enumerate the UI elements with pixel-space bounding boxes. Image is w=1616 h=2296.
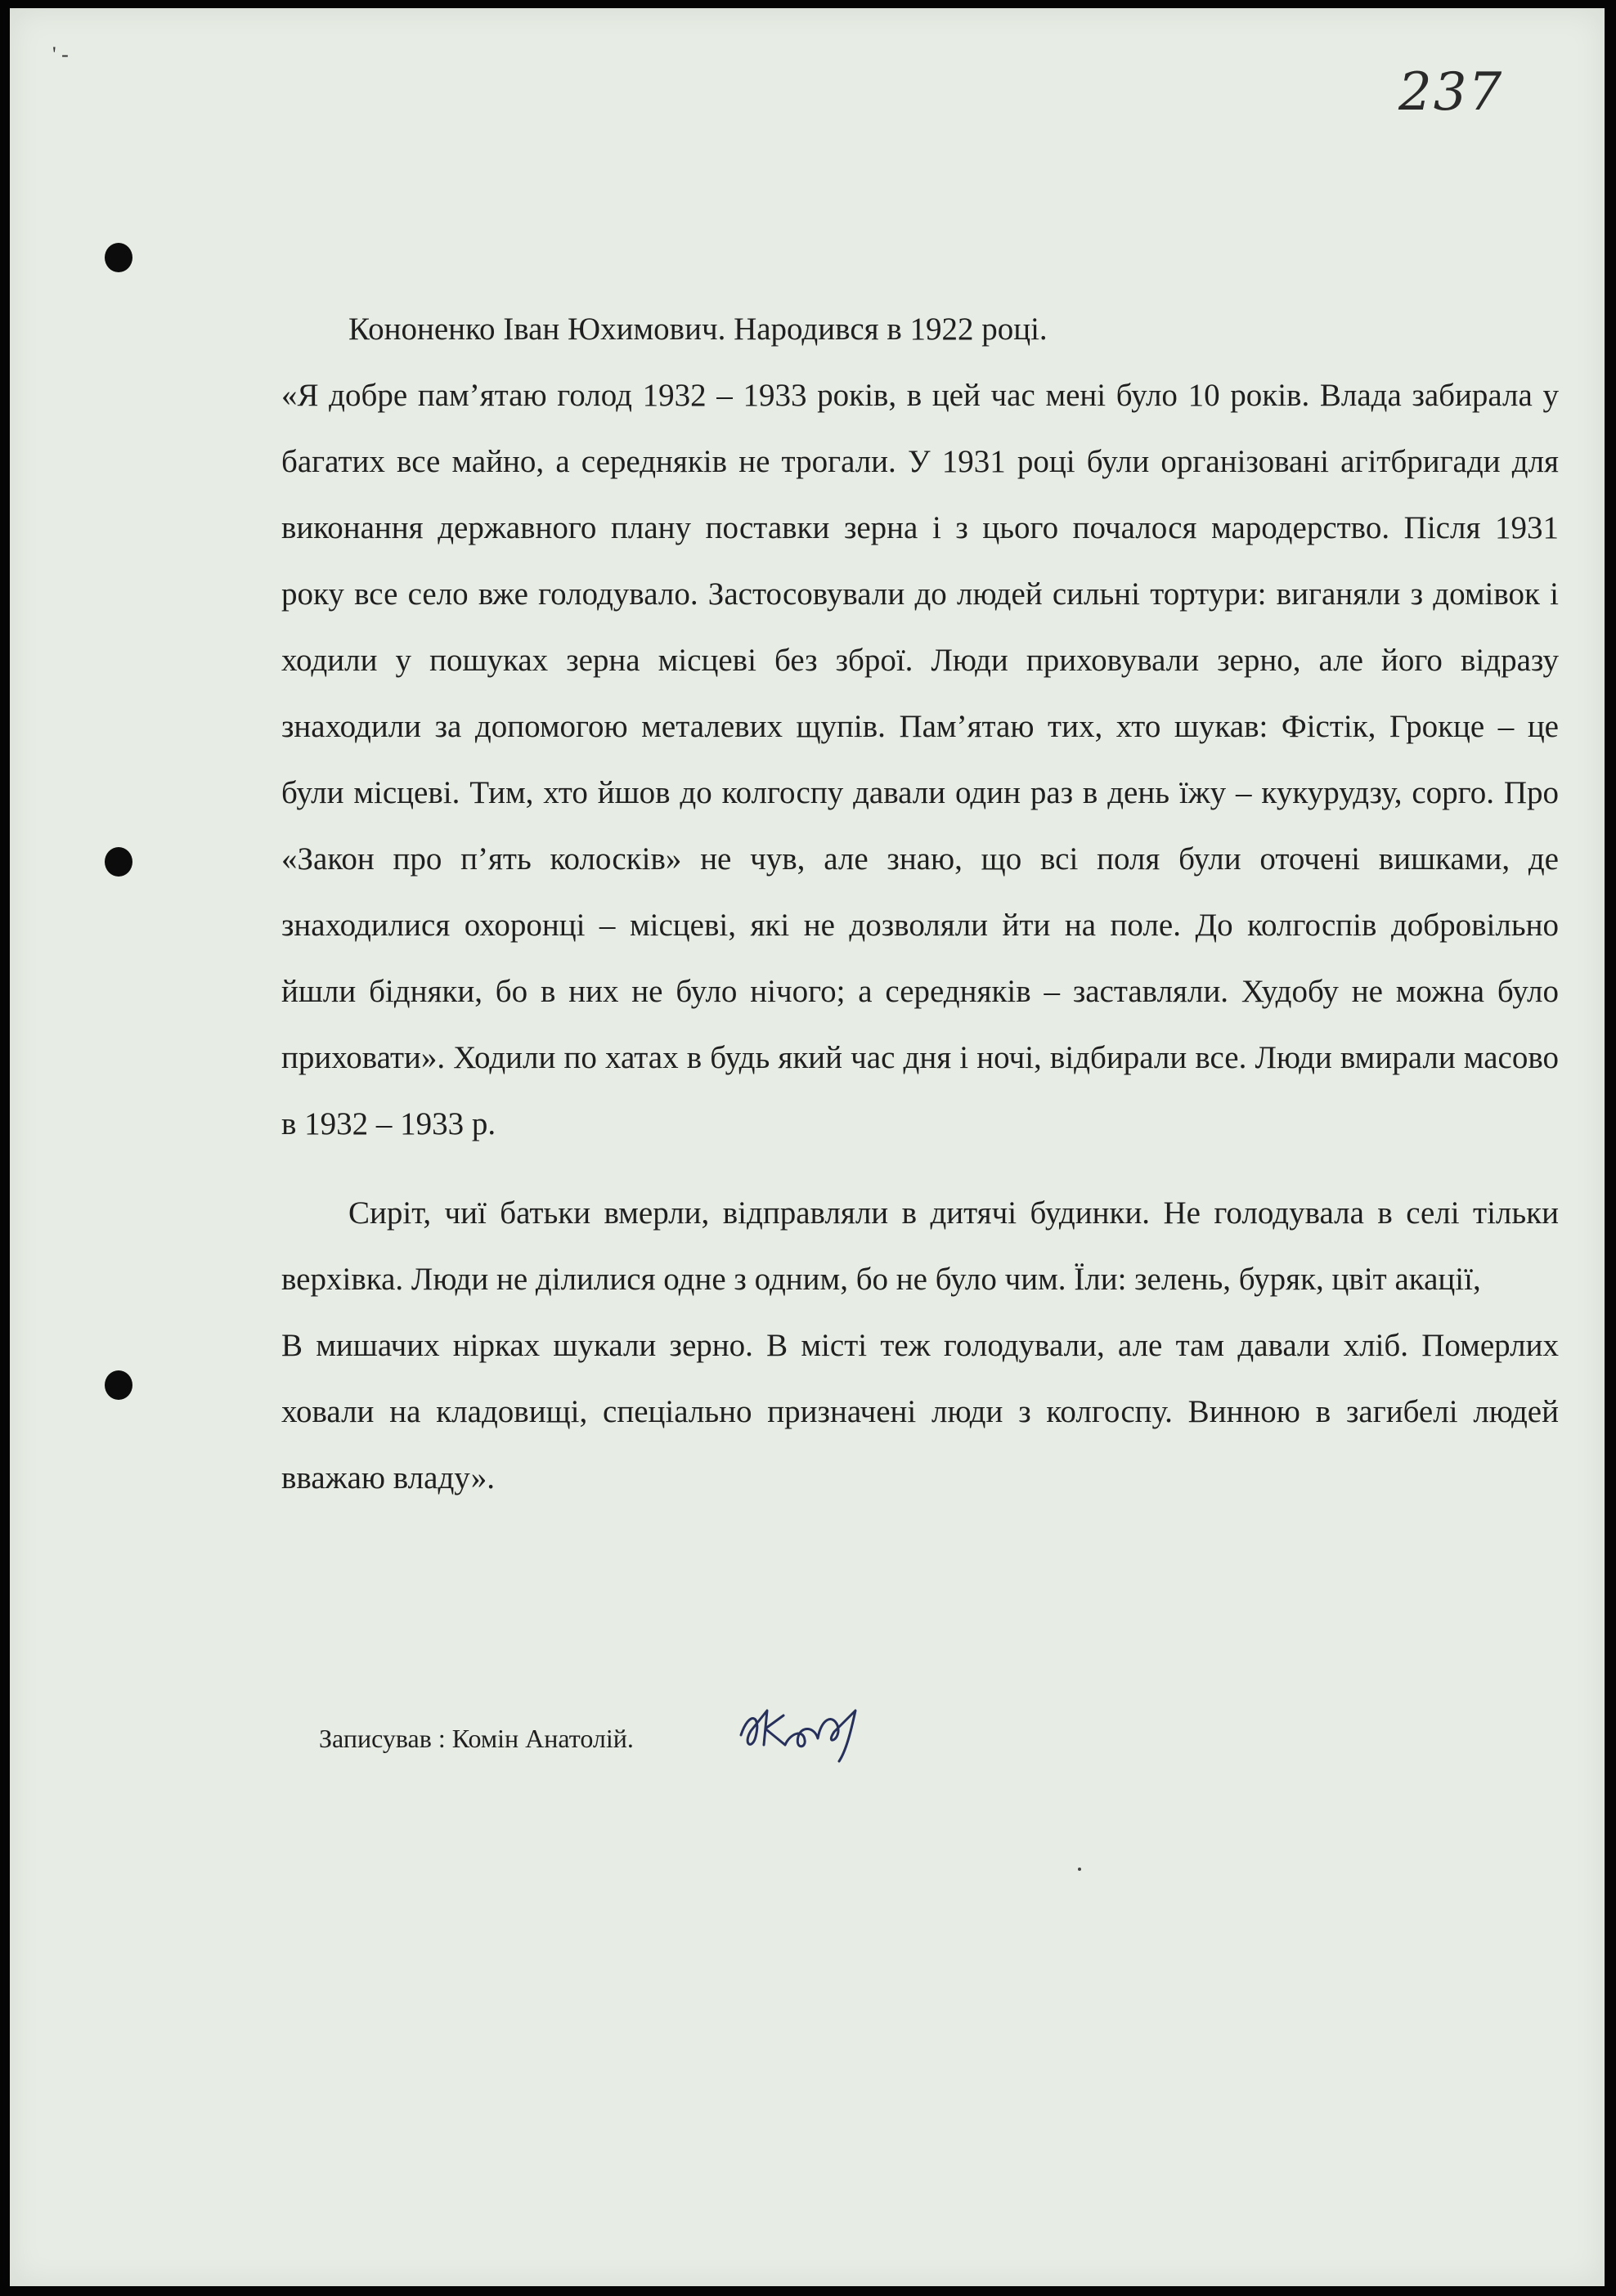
punch-hole [105, 243, 132, 272]
heading-line: Кононенко Іван Юхимович. Народився в 1922 році. [348, 312, 1048, 347]
paragraph: Сиріт, чиї батьки вмерли, відправляли в дитячі будинки. Не голодувала в селі тільки верхівка. Люди не ділилися одне з одним, бо не було чим. Їли: зелень, буряк, цвіт акації, [281, 1195, 1559, 1297]
page-number: 237 [1398, 62, 1504, 123]
ink-dot [1078, 1868, 1081, 1871]
punch-hole [105, 847, 132, 877]
corner-marks: ' - [52, 43, 69, 66]
paragraph: В мишачих нірках шукали зерно. В місті теж голодували, але там давали хліб. Померлих ховали на кладовищі, спеціально призначені люди з колгоспу. Винною в загибелі людей вважаю владу». [281, 1328, 1559, 1496]
document-page [10, 8, 1605, 2286]
handwritten-signature [733, 1686, 872, 1768]
punch-hole [105, 1370, 132, 1400]
testimony-text [281, 296, 1559, 1511]
recorder-line: Записував : Комін Анатолій. [319, 1724, 634, 1753]
paragraph: «Я добре пам’ятаю голод 1932 – 1933 років, в цей час мені було 10 років. Влада забирала у багатих все майно, а середняків не трогали. У 1931 році були організовані агітбригади для виконання державного плану поставки зерна і з цього почалося мародерство. Після 1931 року все село вже голодувало. Застосовували до людей сильні тортури: виганяли з домівок і ходили у пошуках зерна місцеві без зброї. Люди приховували зерно, але його відразу знаходили за допомогою металевих щупів. Пам’ятаю тих, хто шукав: Фістік, Грокце – це були місцеві. Тим, хто йшов до колгоспу давали один раз в день їжу – кукурудзу, сорго. Про «Закон про п’ять колосків» не чув, але знаю, що всі поля були оточені вишками, де знаходилися охоронці – місцеві, які не дозволяли йти на поле. До колгоспів добровільно йшли бідняки, бо в них не було нічого; а середняків – заставляли. Худобу не можна було приховати». Ходили по хатах в будь який час дня і ночі, відбирали все. Люди вмирали масово в 1932 – 1933 р. [281, 378, 1559, 1141]
